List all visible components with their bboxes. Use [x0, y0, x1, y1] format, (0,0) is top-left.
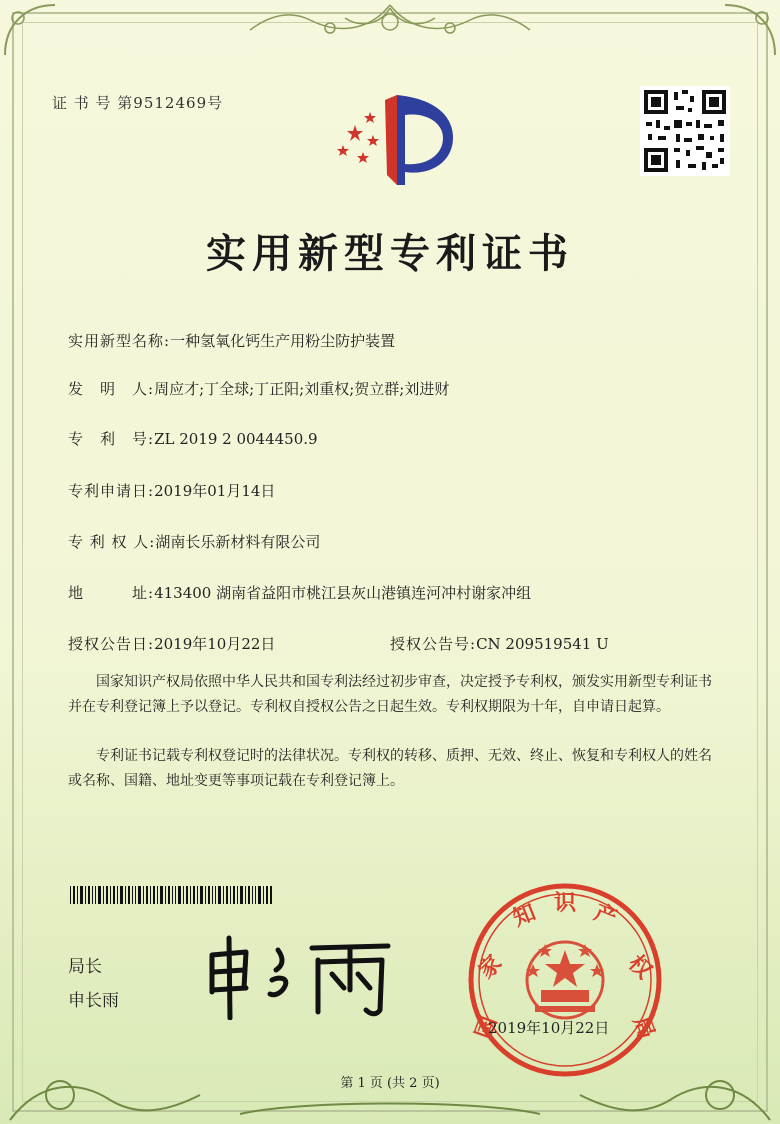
field-value: CN 209519541 U — [476, 635, 609, 653]
field-value: 周应才;丁全球;丁正阳;刘重权;贺立群;刘进财 — [154, 380, 450, 398]
field-inventors — [68, 378, 449, 399]
field-value: 一种氢氧化钙生产用粉尘防护装置 — [170, 332, 396, 350]
field-label: 发 明 人: — [68, 380, 155, 398]
field-value: 413400 湖南省益阳市桃江县灰山港镇连河冲村谢家冲组 — [154, 584, 532, 602]
field-label: 实用新型名称: — [68, 332, 171, 350]
corner-ornament-tr — [720, 0, 780, 60]
paragraph-grant-statement: 国家知识产权局依照中华人民共和国专利法经过初步审查，决定授予专利权，颁发实用新型专利证书并在专利登记簿上予以登记。专利权自授权公告之日起生效。专利权期限为十年，自申请日起算。 — [68, 674, 712, 715]
field-utility-name — [68, 330, 395, 351]
seal-char: 产 — [590, 900, 621, 932]
qr-code — [640, 86, 730, 176]
seal-char: 知 — [509, 900, 540, 932]
field-label: 专 利 号: — [68, 430, 155, 448]
patent-office-logo — [325, 90, 460, 190]
field-label: 专利申请日: — [68, 482, 155, 500]
field-grant-date — [68, 633, 275, 654]
field-label: 授权公告号: — [390, 635, 477, 653]
handwritten-signature — [200, 930, 400, 1020]
field-address — [68, 582, 531, 603]
certificate-title: 实用新型专利证书 — [206, 231, 574, 277]
field-grant-number — [390, 633, 609, 654]
seal-char: 局 — [627, 1013, 659, 1043]
signer-title: 局长 — [68, 957, 102, 977]
field-label: 专 利 权 人: — [68, 533, 156, 551]
top-ornament — [230, 0, 550, 50]
field-label: 地 址: — [68, 584, 155, 602]
field-value: 2019年10月22日 — [154, 635, 276, 653]
field-label: 授权公告日: — [68, 635, 155, 653]
corner-ornament-tl — [0, 0, 60, 60]
seal-char: 国 — [471, 1013, 503, 1043]
certificate-number: 证 书 号 第9512469号 — [52, 94, 224, 112]
field-value: ZL 2019 2 0044450.9 — [154, 430, 318, 448]
field-filing-date — [68, 480, 275, 501]
official-seal — [465, 880, 665, 1080]
field-value: 2019年01月14日 — [154, 482, 276, 500]
seal-char: 权 — [622, 950, 657, 985]
seal-date: 2019年10月22日 — [488, 1019, 610, 1037]
field-patent-number — [68, 428, 318, 449]
paragraph-legal-status: 专利证书记载专利权登记时的法律状况。专利权的转移、质押、无效、终止、恢复和专利权人的姓名或名称、国籍、地址变更等事项记载在专利登记簿上。 — [68, 748, 712, 789]
page-indicator: 第 1 页 (共 2 页) — [340, 1076, 440, 1091]
field-patentee — [68, 531, 320, 552]
barcode — [70, 886, 272, 904]
field-value: 湖南长乐新材料有限公司 — [155, 533, 321, 551]
seal-char: 识 — [553, 891, 577, 916]
seal-char: 家 — [473, 950, 508, 985]
signer-name: 申长雨 — [68, 991, 119, 1011]
